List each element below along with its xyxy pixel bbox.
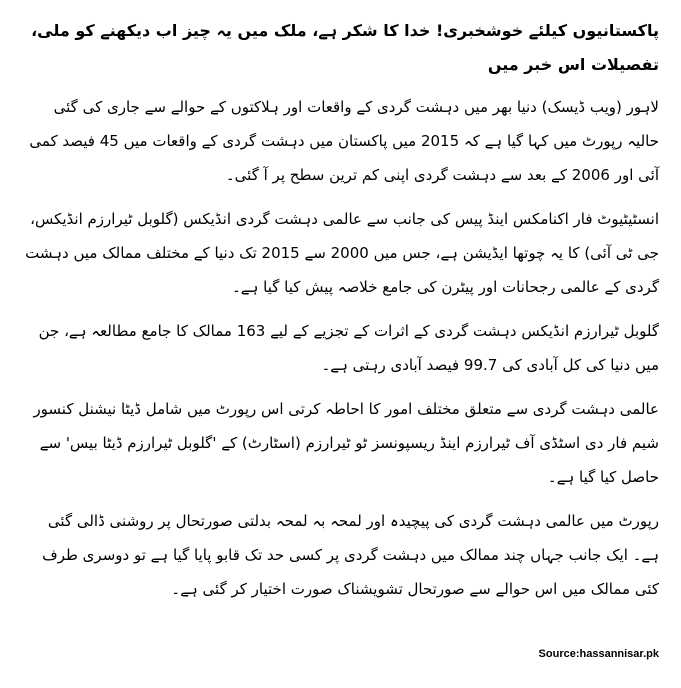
article-paragraph: انسٹیٹیوٹ فار اکنامکس اینڈ پیس کی جانب سے عالمی دہشت گردی انڈیکس (گلوبل ٹیرارزم انڈیکس، جی ٹی آئی) کا یہ چوتھا ایڈیشن ہے، جس میں 2000 سے 2015 تک دنیا کے مختلف ممالک میں دہشت گردی کے عالمی رجحانات اور پیٹرن کی جامع خلاصہ پیش کیا گیا ہے۔ [25,210,659,296]
article-paragraph: لاہور (ویب ڈیسک) دنیا بھر میں دہشت گردی کے واقعات اور ہلاکتوں کے حوالے سے جاری کی گئی حالیہ رپورٹ میں کہا گیا ہے کہ 2015 میں پاکستان میں دہشت گردی کے واقعات میں 45 فیصد کمی آئی اور 2006 کے بعد سے دہشت گردی اپنی کم ترین سطح پر آ گئی۔ [29,98,659,184]
article-paragraph: عالمی دہشت گردی سے متعلق مختلف امور کا احاطہ کرتی اس رپورٹ میں شامل ڈیٹا نیشنل کنسور شیم فار دی اسٹڈی آف ٹیرارزم اینڈ ریسپونسز ٹو ٹیرارزم (اسٹارٹ) کے 'گلوبل ٹیرارزم ڈیٹا بیس' سے حاصل کیا گیا ہے۔ [33,400,659,486]
article-paragraph: رپورٹ میں عالمی دہشت گردی کی پیچیدہ اور لمحہ بہ لمحہ بدلتی صورتحال پر روشنی ڈالی گئی ہے۔ ایک جانب جہاں چند ممالک میں دہشت گردی پر کسی حد تک قابو پایا گیا ہے تو دوسری طرف کئی ممالک میں اس حوالے سے صورتحال تشویشناک صورت اختیار کر گئی ہے۔ [42,512,659,598]
source-credit: Source:hassannisar.pk [538,648,659,660]
article-title: پاکستانیوں کیلئے خوشخبری! خدا کا شکر ہے، ملک میں یہ چیز اب دیکھنے کو ملی، تفصیلات اس خبر میں [31,21,659,74]
article-paragraph: گلوبل ٹیرارزم انڈیکس دہشت گردی کے اثرات کے تجزیے کے لیے 163 ممالک کا جامع مطالعہ ہے، جن میں دنیا کی کل آبادی کی 99.7 فیصد آبادی رہتی ہے۔ [38,322,659,374]
